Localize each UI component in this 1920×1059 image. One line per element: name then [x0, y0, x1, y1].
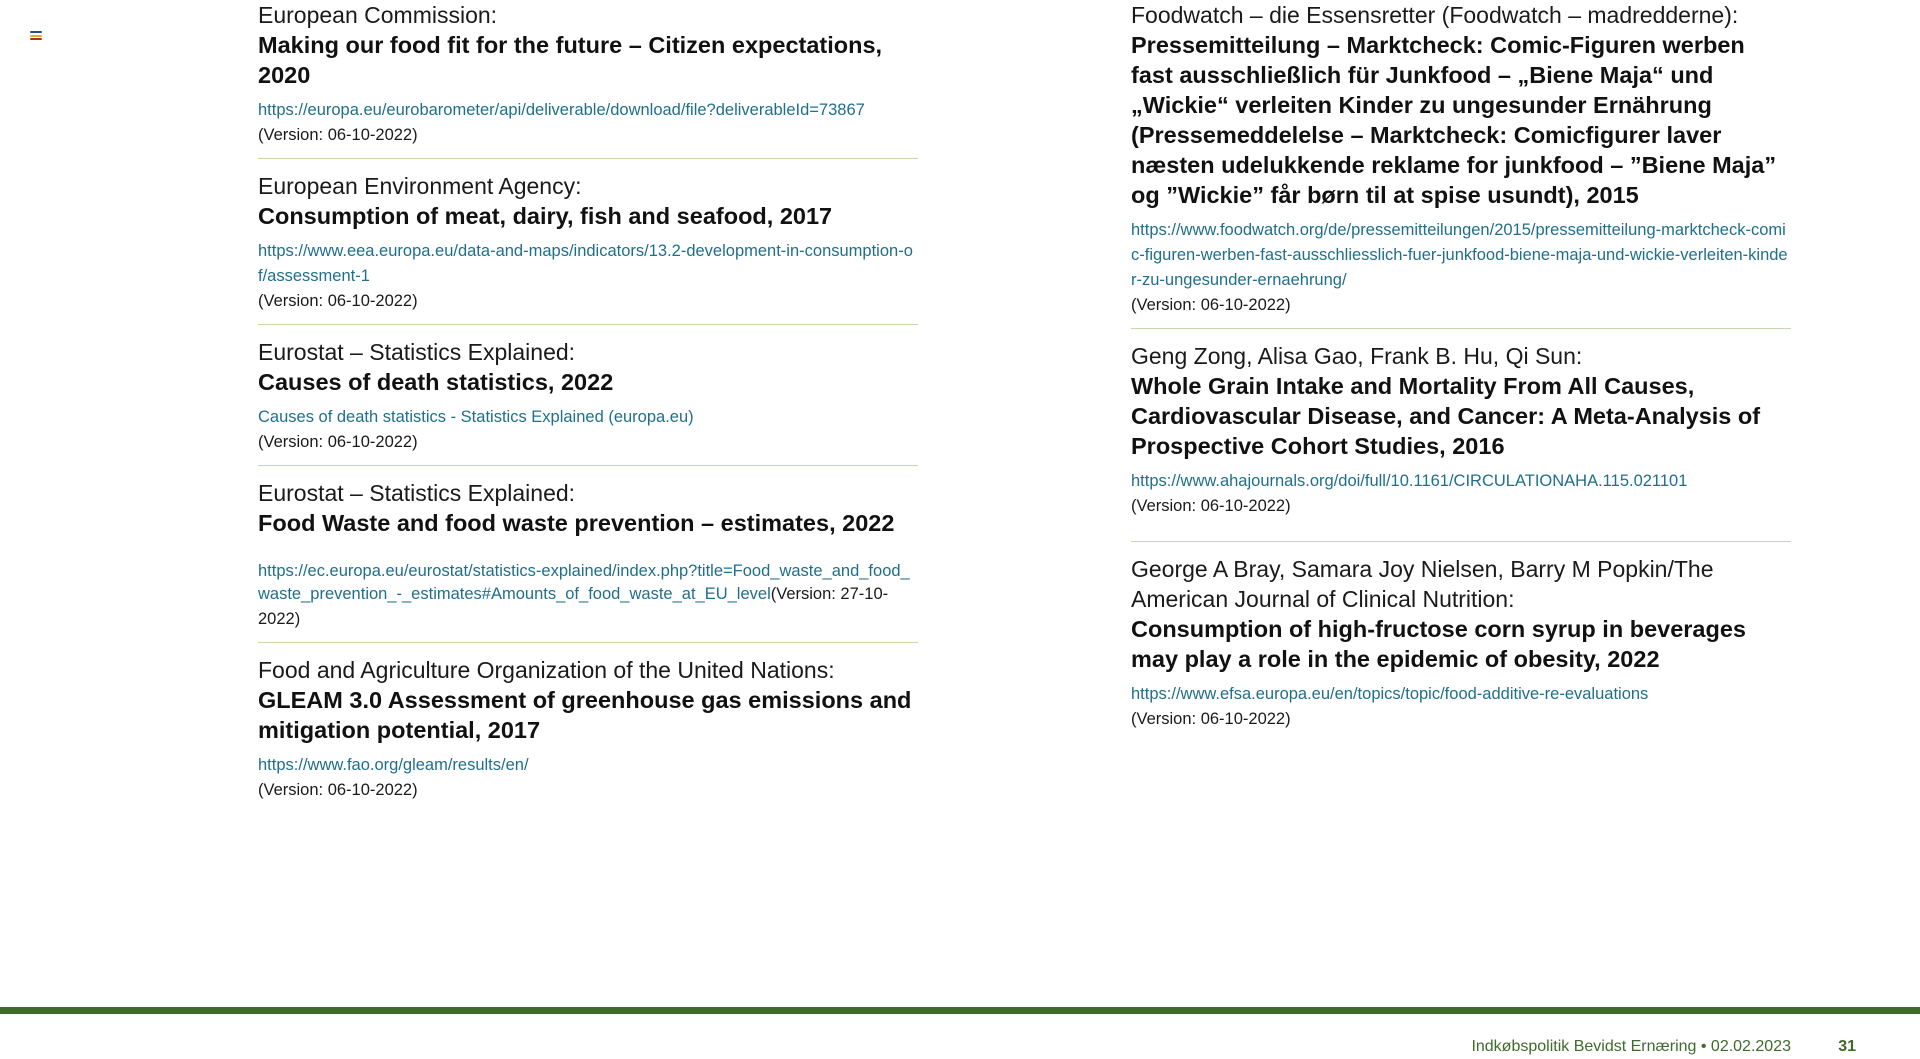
reference-version: (Version: 06-10-2022) — [1131, 497, 1291, 515]
footer-text: Indkøbspolitik Bevidst Ernæring • 02.02.2023 — [1471, 1038, 1791, 1055]
references-left-column — [258, 0, 918, 825]
reference-author: George A Bray, Samara Joy Nielsen, Barry M Popkin/The American Journal of Clinical Nutrition: — [1131, 556, 1714, 612]
reference-title: Consumption of high-fructose corn syrup in beverages may play a role in the epidemic of obesity, 2022 — [1131, 616, 1746, 672]
reference-link[interactable]: https://www.foodwatch.org/de/pressemitteilungen/2015/pressemitteilung-marktcheck-comic-figuren-werben-fast-ausschliesslich-fuer-junkfood-biene-maja-und-wickie-verleiten-kinder-zu-ungesunder-ernaehrung/ — [1131, 221, 1788, 289]
reference-author: European Environment Agency: — [258, 173, 582, 199]
reference-title: Pressemitteilung – Marktcheck: Comic-Figuren werben fast ausschließlich für Junkfood – „Biene Maja“ und „Wickie“ verleiten Kinder zu ungesunder Ernährung (Pressemeddelelse – Marktcheck: Comicfigurer laver næsten udelukkende reklame for junkfood – ”Biene Maja” og ”Wickie” får børn til at spise usundt), 2015 — [1131, 32, 1777, 208]
spacer — [258, 546, 918, 560]
reference-item — [1131, 554, 1791, 742]
reference-link[interactable]: https://www.ahajournals.org/doi/full/10.1161/CIRCULATIONAHA.115.021101 — [1131, 472, 1688, 490]
reference-link[interactable]: https://ec.europa.eu/eurostat/statistics-explained/index.php?title=Food_waste_and_food_waste_prevention_-_estimates#Amounts_of_food_waste_at_EU_level — [258, 562, 910, 603]
reference-version: (Version: 27-10-2022) — [258, 585, 889, 628]
reference-title: Making our food fit for the future – Citizen expectations, 2020 — [258, 32, 883, 88]
reference-title: Consumption of meat, dairy, fish and seafood, 2017 — [258, 203, 833, 229]
reference-version: (Version: 06-10-2022) — [1131, 710, 1291, 728]
reference-author: Eurostat – Statistics Explained: — [258, 480, 576, 506]
menu-line-2 — [30, 35, 42, 37]
hamburger-icon[interactable] — [30, 31, 42, 40]
reference-author: Foodwatch – die Essensretter (Foodwatch – madredderne): — [1131, 2, 1739, 28]
reference-version: (Version: 06-10-2022) — [258, 781, 418, 799]
reference-item — [1131, 341, 1791, 542]
reference-link[interactable]: Causes of death statistics - Statistics Explained (europa.eu) — [258, 408, 694, 426]
reference-author: Eurostat – Statistics Explained: — [258, 339, 576, 365]
reference-link[interactable]: https://www.fao.org/gleam/results/en/ — [258, 756, 529, 774]
reference-item — [258, 478, 918, 643]
reference-version: (Version: 06-10-2022) — [258, 433, 418, 451]
reference-item — [258, 171, 918, 325]
reference-item — [258, 0, 918, 159]
reference-item — [1131, 0, 1791, 329]
reference-item — [258, 337, 918, 466]
menu-line-1 — [30, 31, 42, 33]
reference-title: GLEAM 3.0 Assessment of greenhouse gas emissions and mitigation potential, 2017 — [258, 687, 912, 743]
references-right-column — [1131, 0, 1791, 754]
page-number: 31 — [1838, 1038, 1856, 1055]
reference-author: Food and Agriculture Organization of the United Nations: — [258, 657, 835, 683]
reference-title: Whole Grain Intake and Mortality From All Causes, Cardiovascular Disease, and Cancer: A Meta-Analysis of Prospective Cohort Studies, 2016 — [1131, 373, 1761, 459]
reference-version: (Version: 06-10-2022) — [1131, 296, 1291, 314]
footer-bar — [0, 1007, 1920, 1014]
reference-title: Food Waste and food waste prevention – estimates, 2022 — [258, 510, 895, 536]
reference-author: European Commission: — [258, 2, 498, 28]
reference-title: Causes of death statistics, 2022 — [258, 369, 614, 395]
reference-link[interactable]: https://www.efsa.europa.eu/en/topics/topic/food-additive-re-evaluations — [1131, 685, 1649, 703]
reference-version: (Version: 06-10-2022) — [258, 292, 418, 310]
reference-author: Geng Zong, Alisa Gao, Frank B. Hu, Qi Sun: — [1131, 343, 1583, 369]
reference-version: (Version: 06-10-2022) — [258, 126, 418, 144]
reference-item — [258, 655, 918, 813]
reference-link[interactable]: https://europa.eu/eurobarometer/api/deliverable/download/file?deliverableId=73867 — [258, 101, 865, 119]
reference-link[interactable]: https://www.eea.europa.eu/data-and-maps/indicators/13.2-development-in-consumption-of/assessment-1 — [258, 242, 913, 285]
menu-line-3 — [30, 38, 42, 40]
